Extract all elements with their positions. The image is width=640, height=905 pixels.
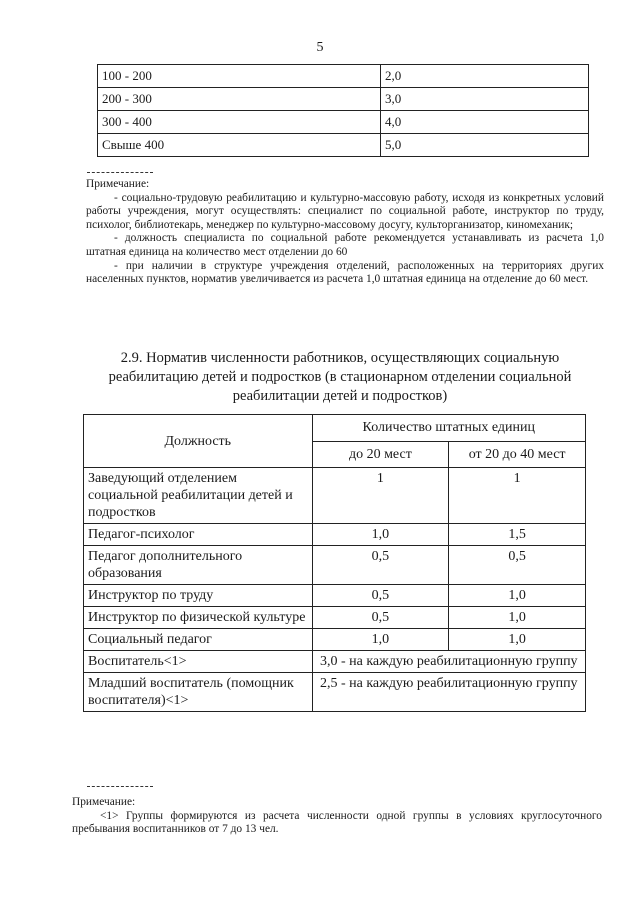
position-cell: Инструктор по труду (84, 585, 313, 607)
footnote-text: <1> Группы формируются из расчета численности одной группы в условиях круглосуточного пребывания воспитанников от 7 до 13 чел. (72, 809, 602, 836)
position-cell: Младший воспитатель (помощник воспитателя)<1> (84, 673, 313, 712)
table-row (98, 65, 589, 88)
note-block (86, 178, 604, 287)
note-label: Примечание: (72, 796, 136, 808)
footnote-divider (87, 786, 153, 787)
table-row (84, 468, 586, 524)
value-cell: 1,5 (449, 524, 586, 546)
table-row (98, 88, 589, 111)
range-cell: 300 - 400 (98, 111, 381, 134)
staffing-ratio-table (97, 64, 589, 157)
header-position: Должность (84, 415, 313, 468)
value-cell: 0,5 (312, 585, 449, 607)
table-row (98, 134, 589, 157)
table-row (84, 629, 586, 651)
table-row (98, 111, 589, 134)
merged-value-cell: 2,5 - на каждую реабилитационную группу (312, 673, 585, 712)
note-item: - должность специалиста по социальной работе рекомендуется устанавливать из расчета 1,0 штатная единица на количество мест отделении до 60 (86, 232, 604, 258)
position-cell: Воспитатель<1> (84, 651, 313, 673)
merged-value-cell: 3,0 - на каждую реабилитационную группу (312, 651, 585, 673)
table-row (84, 524, 586, 546)
page-number: 5 (316, 40, 324, 55)
value-cell: 3,0 (381, 88, 589, 111)
position-cell: Социальный педагог (84, 629, 313, 651)
value-cell: 1 (449, 468, 586, 524)
header-col-a: до 20 мест (312, 441, 449, 468)
value-cell: 1,0 (312, 629, 449, 651)
table-row (84, 673, 586, 712)
value-cell: 1 (312, 468, 449, 524)
table-row (84, 546, 586, 585)
footnote-block (72, 796, 602, 837)
value-cell: 1,0 (449, 607, 586, 629)
footnote-divider (87, 172, 153, 173)
staffing-norm-table (83, 414, 586, 712)
note-label: Примечание: (86, 178, 150, 190)
table-row (84, 585, 586, 607)
range-cell: 200 - 300 (98, 88, 381, 111)
table-row (84, 607, 586, 629)
value-cell: 1,0 (312, 524, 449, 546)
position-cell: Заведующий отделением социальной реабилитации детей и подростков (84, 468, 313, 524)
value-cell: 1,0 (449, 585, 586, 607)
header-col-b: от 20 до 40 мест (449, 441, 586, 468)
value-cell: 2,0 (381, 65, 589, 88)
position-cell: Педагог-психолог (84, 524, 313, 546)
range-cell: Свыше 400 (98, 134, 381, 157)
header-count: Количество штатных единиц (312, 415, 585, 442)
value-cell: 0,5 (312, 546, 449, 585)
value-cell: 0,5 (312, 607, 449, 629)
value-cell: 1,0 (449, 629, 586, 651)
value-cell: 5,0 (381, 134, 589, 157)
value-cell: 4,0 (381, 111, 589, 134)
position-cell: Педагог дополнительного образования (84, 546, 313, 585)
section-title: 2.9. Норматив численности работников, осуществляющих социальную реабилитацию детей и подростков (в стационарном отделении социальной реабилитации детей и подростков) (108, 350, 572, 404)
position-cell: Инструктор по физической культуре (84, 607, 313, 629)
table-row (84, 651, 586, 673)
value-cell: 0,5 (449, 546, 586, 585)
note-item: - при наличии в структуре учреждения отделений, расположенных на территориях других населенных пунктов, норматив увеличивается из расчета 1,0 штатная единица на отделение до 60 мест. (86, 259, 604, 286)
range-cell: 100 - 200 (98, 65, 381, 88)
table-header-row (84, 415, 586, 442)
note-item: - социально-трудовую реабилитацию и культурно-массовую работу, исходя из конкретных условий работы учреждения, могут осуществлять: специалист по социальной работе, инструктор по труду, психолог, библиотекарь, менеджер по культурно-массовому досугу, культорганизатор, киномеханик; (86, 191, 604, 231)
